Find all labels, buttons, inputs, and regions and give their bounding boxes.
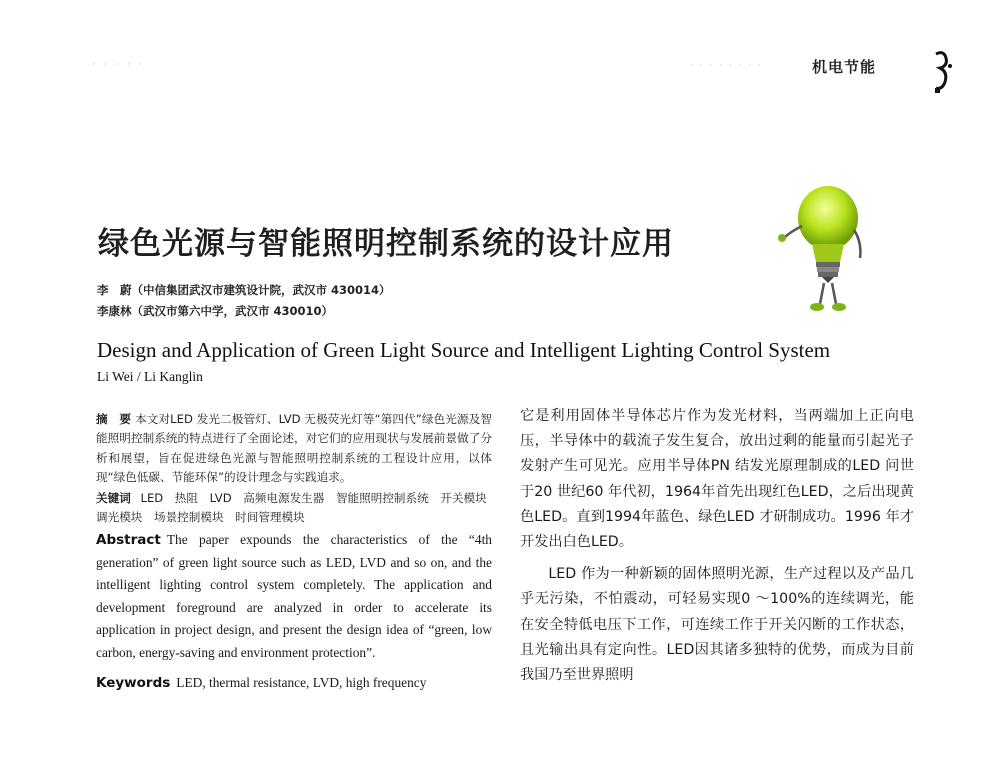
body-paragraph-1: 它是利用固体半导体芯片作为发光材料，当两端加上正向电压，半导体中的载流子发生复合，放出过剩的能量而引起光子发射产生可见光。应用半导体PN 结发光原理制成的LED 问世于20 世纪60 年代初，1964年首先出现红色LED，之后出现黄色LED。直到1994年蓝色、绿色LED 才研制成功。1996 年才开发出白色LED。 <box>520 408 914 551</box>
lightbulb-mascot-icon <box>770 180 875 320</box>
author-affiliation-2: 李康林（武汉市第六中学，武汉市 430010） <box>97 304 334 318</box>
abstract-en-label: Abstract <box>96 532 161 549</box>
author-affiliation-1: 李 蔚（中信集团武汉市建筑设计院，武汉市 430014） <box>97 283 391 297</box>
abstract-zh-label: 摘 要 <box>96 412 132 426</box>
abstract-en <box>96 529 492 664</box>
keywords-zh-text: LED 热阻 LVD 高频电源发生器 智能照明控制系统 开关模块 调光模块 场景控制模块 时间管理模块 <box>96 490 499 525</box>
body-column <box>520 404 914 688</box>
running-header-left: · · · · · <box>92 60 145 70</box>
abstract-zh <box>96 410 492 488</box>
keywords-en-label: Keywords <box>96 675 171 692</box>
keywords-en <box>96 672 492 695</box>
paper-title-en: Design and Application of Green Light Source and Intelligent Lighting Control System <box>97 338 831 362</box>
section-marker-icon <box>928 48 958 94</box>
keywords-en-text: LED, thermal resistance, LVD, high frequency <box>176 675 427 691</box>
authors-en: Li Wei / Li Kanglin <box>97 369 203 384</box>
body-paragraph-2: LED 作为一种新颖的固体照明光源，生产过程以及产品几乎无污染，不怕震动，可轻易实现0 ～100%的连续调光，能在安全特低电压下工作，可连续工作于开关闪断的工作状态，且光输出具有定向性。LED因其诸多独特的优势，而成为目前我国乃至世界照明 <box>520 566 914 684</box>
abstract-en-text: The paper expounds the characteristics of the “4th generation” of green light source such as LED, LVD and so on, and the intelligent lighting control system completely. The application and development foreground are analyzed in order to accelerate its application in project design, and present the design idea of “green, low carbon, energy-saving and environment protection”. <box>96 532 492 660</box>
running-header-dots: · · · · · · · · <box>690 61 763 71</box>
section-title: 机电节能 <box>812 58 877 76</box>
keywords-zh <box>96 489 499 528</box>
paper-title-zh: 绿色光源与智能照明控制系统的设计应用 <box>98 226 674 262</box>
keywords-zh-label: 关键词 <box>96 490 131 505</box>
abstract-zh-text: 本文对LED 发光二极管灯、LVD 无极荧光灯等“第四代”绿色光源及智能照明控制系统的特点进行了全面论述，对它们的应用现状与发展前景做了分析和展望，旨在促进绿色光源与智能照明控制系统的工程设计应用，以体现“绿色低碳、节能环保”的设计理念与实践追求。 <box>96 412 492 485</box>
abstract-column <box>96 410 499 695</box>
